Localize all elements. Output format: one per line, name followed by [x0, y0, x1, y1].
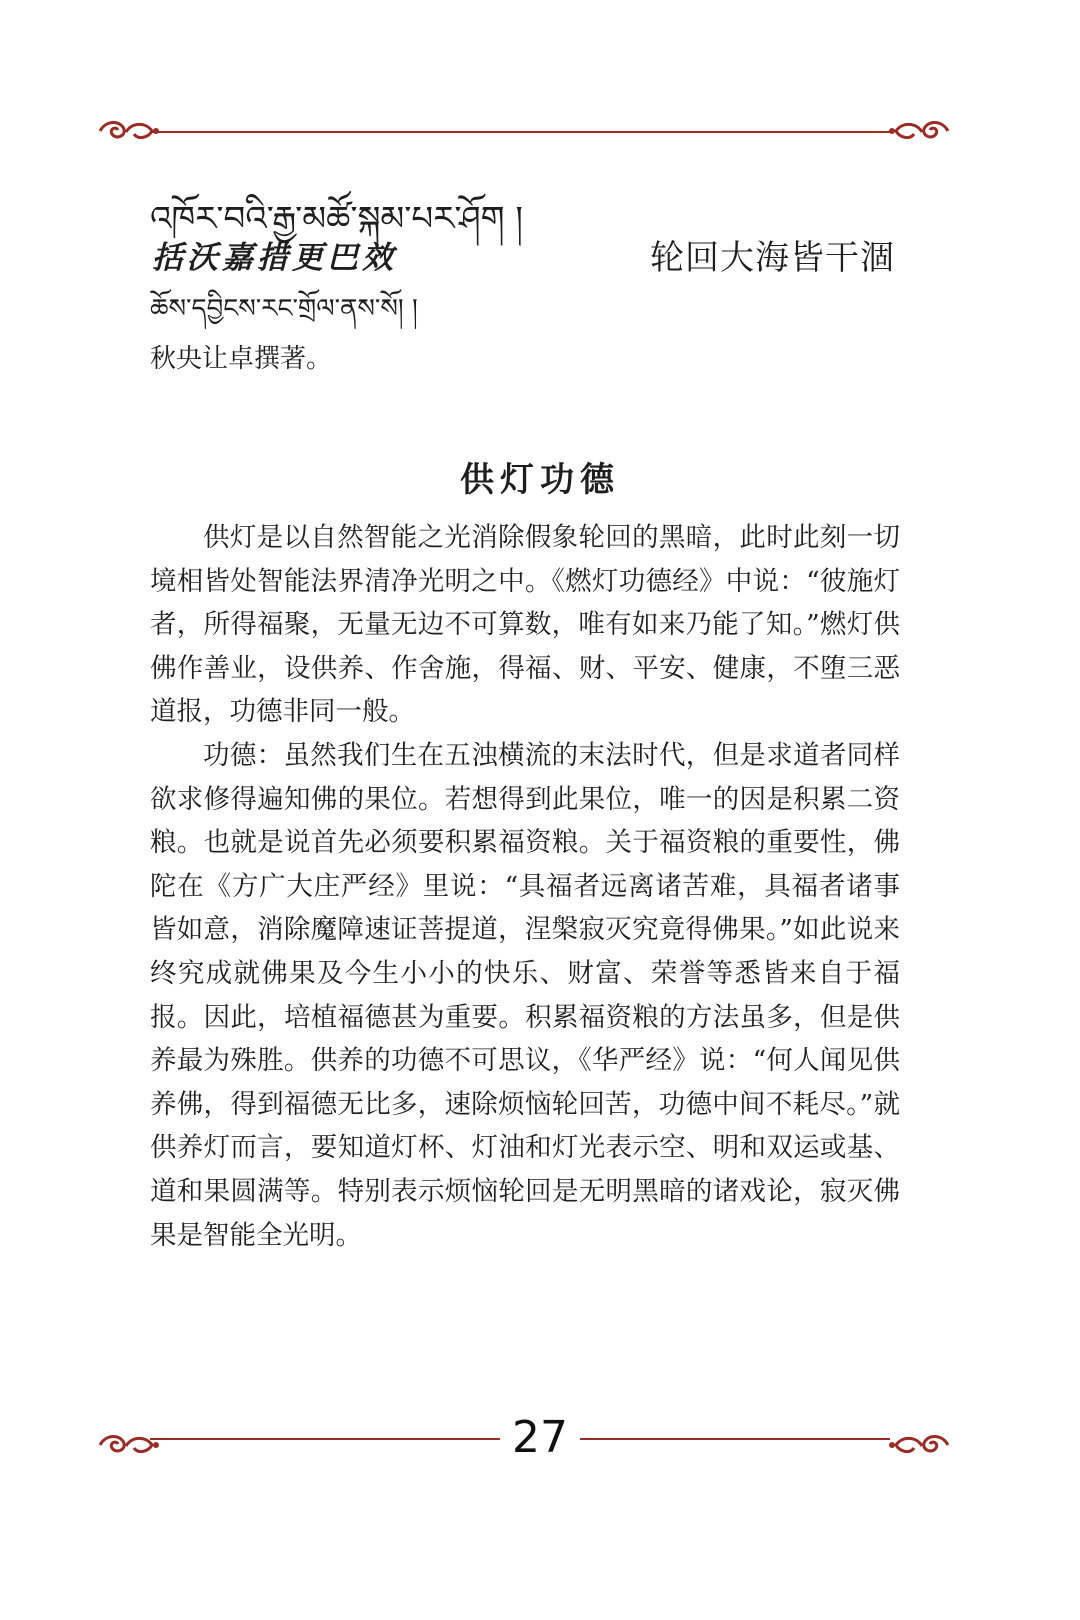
top-left-scroll-ornament	[96, 116, 160, 146]
page-number-text: 27	[500, 1412, 580, 1463]
chinese-title: 轮回大海皆干涸	[650, 238, 895, 278]
top-right-scroll-ornament	[888, 116, 952, 146]
title-transliteration: 括沃嘉措更巴效	[152, 240, 397, 276]
tibetan-author-line: ཆོས་དབྱིངས་རང་གྲོལ་ནས་སོ། །	[150, 294, 418, 324]
paragraph-2: 功德：虽然我们生在五浊横流的末法时代，但是求道者同样欲求修得遍知佛的果位。若想得到此果位，唯一的因是积累二资粮。也就是说首先必须要积累福资粮。关于福资粮的重要性，佛陀在《方广大庄严经》里说：“具福者远离诸苦难，具福者诸事皆如意，消除魔障速证菩提道，涅槃寂灭究竟得佛果。”如此说来终究成就佛果及今生小小的快乐、财富、荣誉等悉皆来自于福报。因此，培植福德甚为重要。积累福资粮的方法虽多，但是供养最为殊胜。供养的功德不可思议，《华严经》说：“何人闻见供养佛，得到福德无比多，速除烦恼轮回苦，功德中间不耗尽。”就供养灯而言，要知道灯杯、灯油和灯光表示空、明和双运或基、道和果圆满等。特别表示烦恼轮回是无明黑暗的诸戏论，寂灭佛果是智能全光明。	[150, 739, 900, 1251]
page-number	[0, 1412, 1080, 1463]
top-divider-line	[150, 131, 890, 133]
paragraph-1: 供灯是以自然智能之光消除假象轮回的黑暗，此时此刻一切境相皆处智能法界清净光明之中。《燃灯功德经》中说：“彼施灯者，所得福聚，无量无边不可算数，唯有如来乃能了知。”燃灯供佛作善业，设供养、作舍施，得福、财、平安、健康，不堕三恶道报，功德非同一般。	[150, 522, 900, 728]
article-body	[150, 516, 900, 1257]
section-heading: 供灯功德	[460, 460, 620, 500]
tibetan-title-line: འཁོར་བའི་རྒྱ་མཚོ་སྐམ་པར་ཤོག །	[150, 199, 523, 239]
author-line: 秋央让卓撰著。	[150, 344, 333, 374]
